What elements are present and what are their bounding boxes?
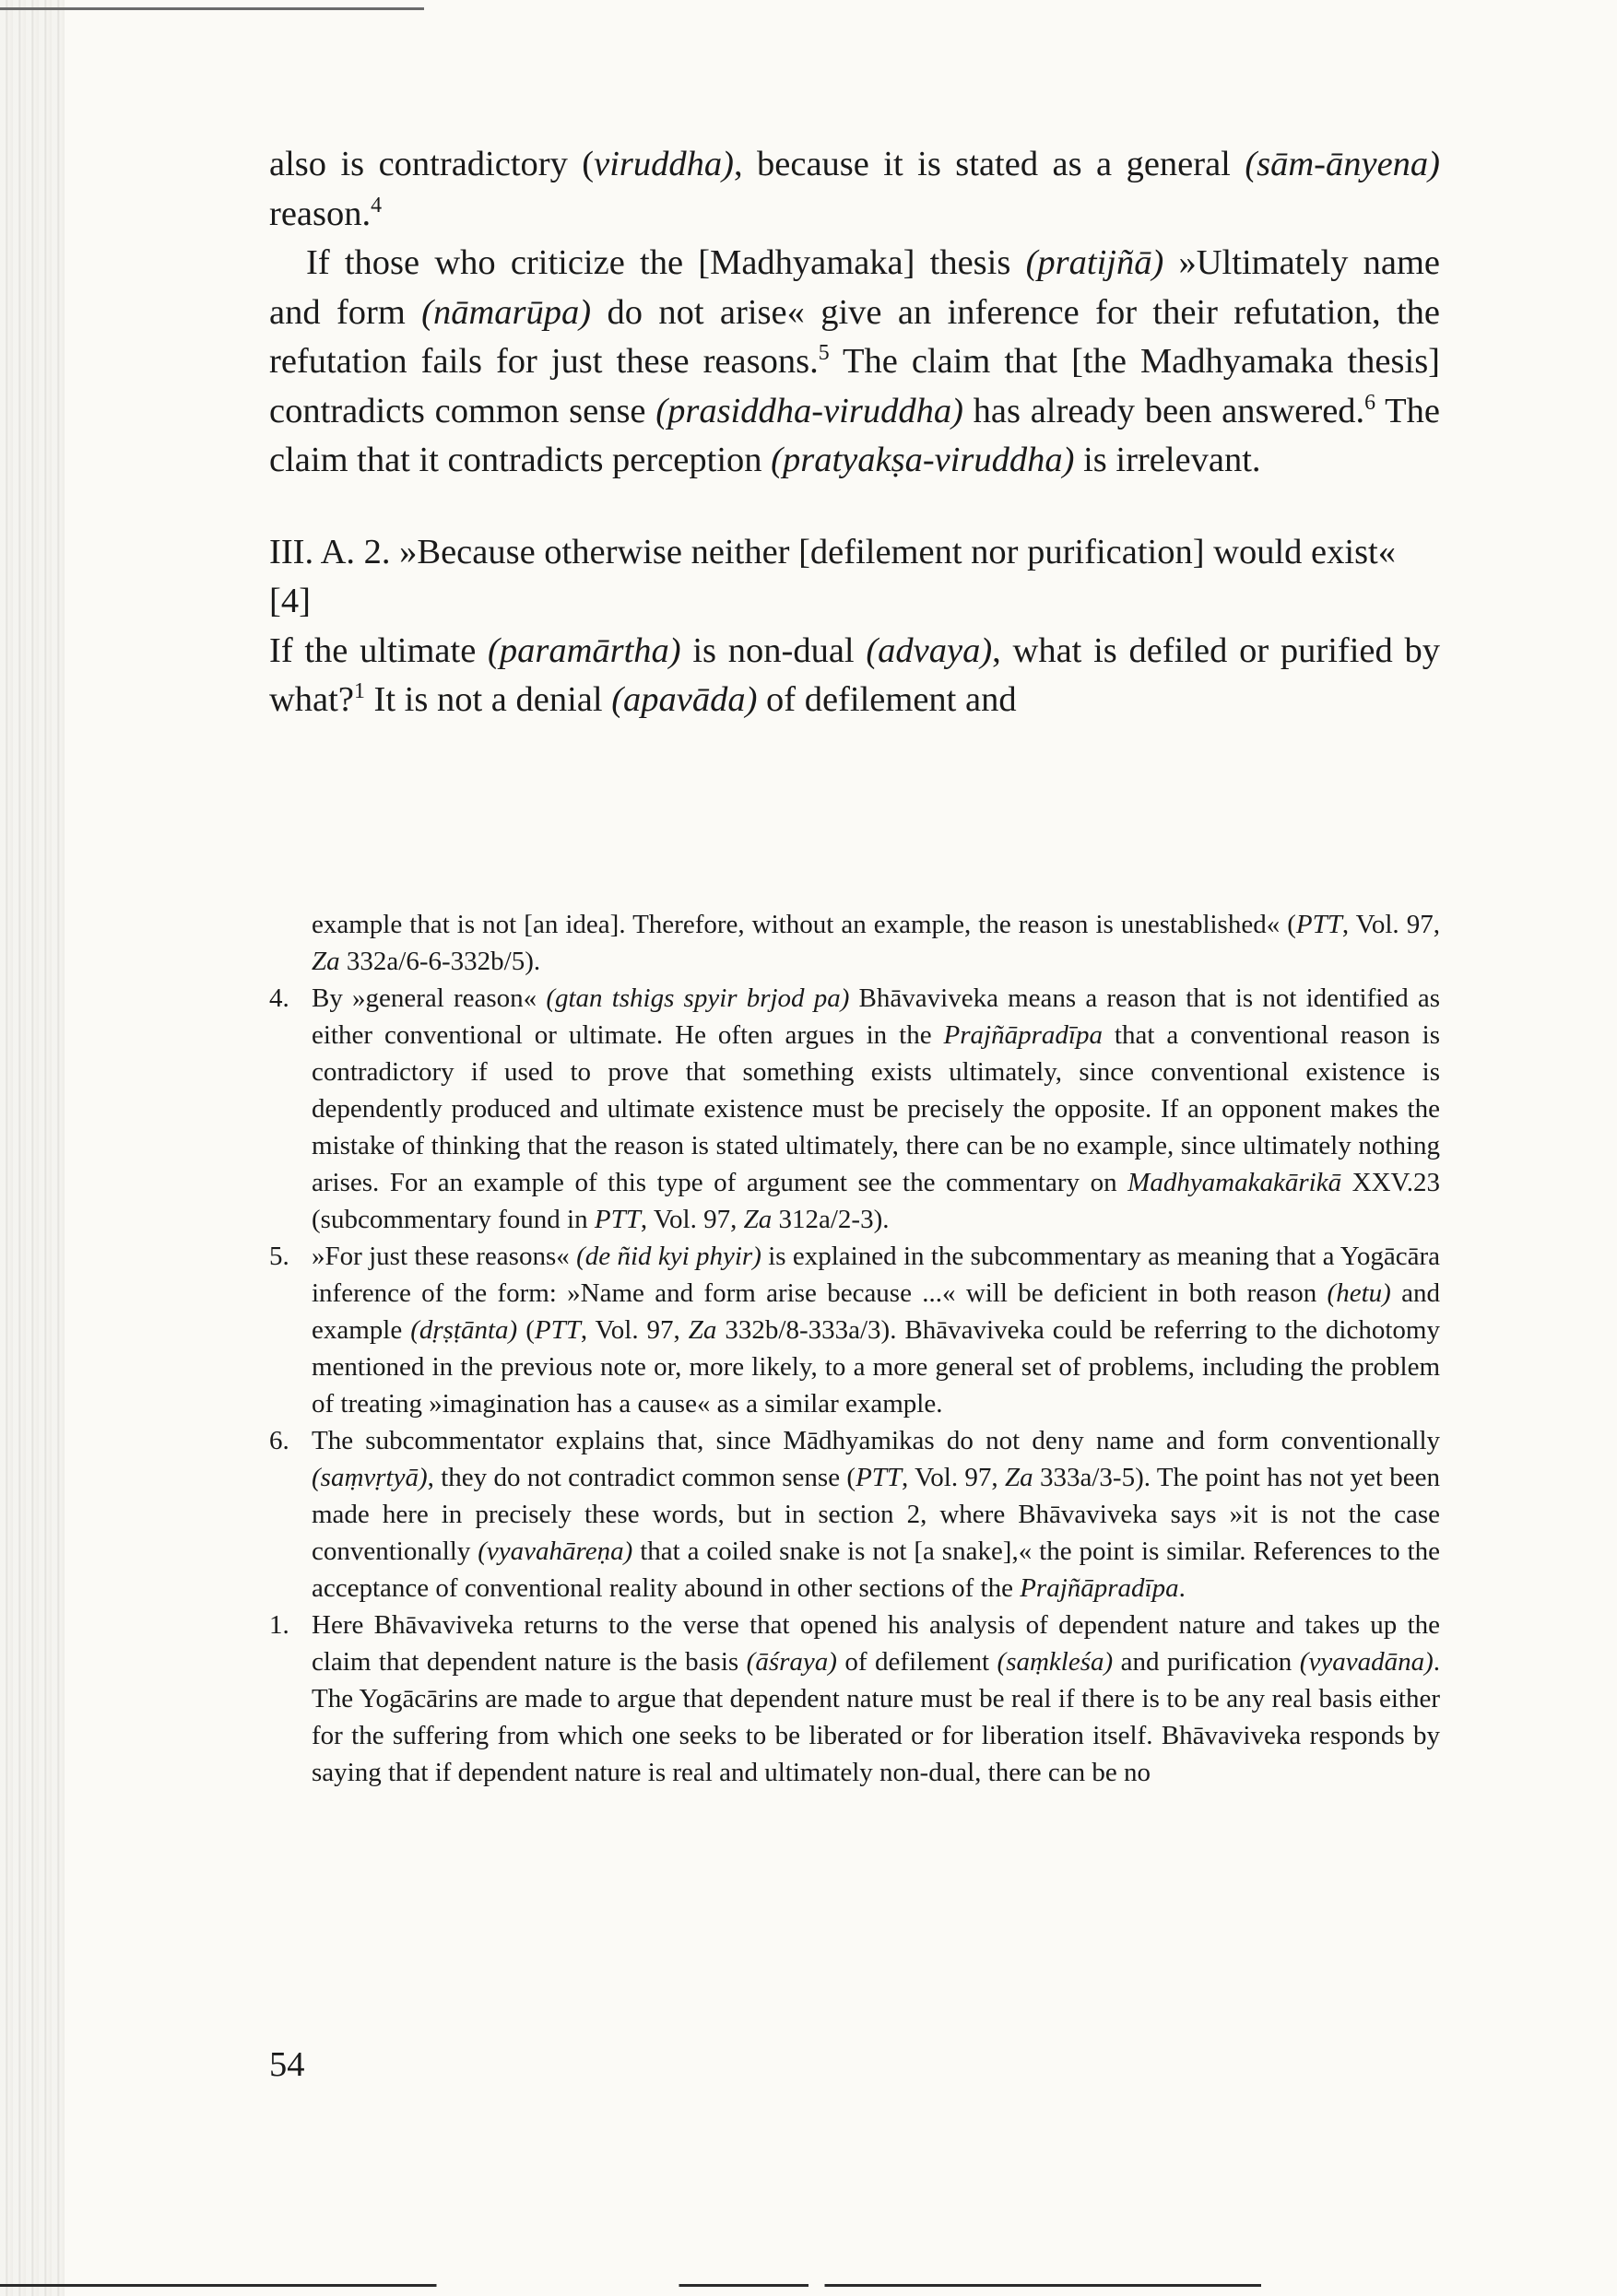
footnote-6: 6. The subcommentator explains that, since Mādhyamikas do not deny name and form conventionally (saṃvṛtyā), they do not contradict common sense (PTT, Vol. 97, Za 333a/3-5). The point has not yet been made here in precisely these words, but in section 2, where Bhāvaviveka says »it is not the case conventionally (vyavahāreṇa) that a coiled snake is not [a snake],« the point is similar. References to the acceptance of conventional reality abound in other sections of the Prajñāpradīpa. bbox=[269, 1422, 1440, 1607]
footnote-ref: 1 bbox=[353, 679, 365, 704]
footnote-1: 1. Here Bhāvaviveka returns to the verse that opened his analysis of dependent nature and takes up the claim that dependent nature is the basis (āśraya) of defilement (saṃkleśa) and purification (vyavadāna). The Yogācārins are made to argue that dependent nature must be real if there is to be any real basis either for the suffering from which one seeks to be liberated or for liberation itself. Bhāvaviveka responds by saying that if dependent nature is real and ultimately non-dual, there can be no bbox=[269, 1607, 1440, 1791]
footnote-number: 5. bbox=[269, 1242, 289, 1271]
footnote-ref: 4 bbox=[371, 193, 383, 218]
footnote-continuation: example that is not [an idea]. Therefore, without an example, the reason is unestablished« (PTT, Vol. 97, Za 332a/6-6-332b/5). bbox=[312, 910, 1440, 976]
footnote-number: 6. bbox=[269, 1426, 289, 1455]
scan-bottom-rule bbox=[0, 2284, 1617, 2287]
paragraph-1: also is contradictory (viruddha), because it is stated as a general (sām-ānyena) reason.$^4$ bbox=[269, 145, 1440, 233]
page-number: 54 bbox=[269, 2045, 305, 2084]
footnote-ref: 5 bbox=[818, 341, 830, 366]
section-heading: III. A. 2. »Because otherwise neither [defilement nor purification] would exist« bbox=[269, 532, 1396, 571]
main-text bbox=[269, 140, 1440, 725]
scan-top-rule bbox=[0, 7, 424, 10]
footnote-5: 5. »For just these reasons« (de ñid kyi phyir) is explained in the subcommentary as meaning that a Yogācāra inference of the form: »Name and form arise because ...« will be deficient in both reason (hetu) and example (dṛṣṭānta) (PTT, Vol. 97, Za 332b/8-333a/3). Bhāvaviveka could be referring to the dichotomy mentioned in the previous note or, more likely, to a more general set of problems, including the problem of treating »imagination has a cause« as a similar example. bbox=[269, 1238, 1440, 1422]
paragraph-3: If the ultimate (paramārtha) is non-dual (advaya), what is defiled or purified by what?$^1$ It is not a denial (apavāda) of defilement and bbox=[269, 630, 1440, 719]
section-marker: [4] bbox=[269, 582, 311, 620]
footnote-number: 4. bbox=[269, 983, 289, 1013]
footnote-number: 1. bbox=[269, 1610, 289, 1640]
footnotes bbox=[269, 906, 1440, 1791]
paragraph-2: If those who criticize the [Madhyamaka] thesis (pratijñā) »Ultimately name and form (nāmarūpa) do not arise« give an inference for their refutation, the refutation fails for just these reasons.$^5$ The claim that [the Madhyamaka thesis] contradicts common sense (prasiddha-viruddha) has already been answered.$^6$ The claim that it contradicts perception (pratyakṣa-viruddha) is irrelevant. bbox=[269, 243, 1441, 479]
scan-binding-edge bbox=[0, 0, 65, 2296]
footnote-4: 4. By »general reason« (gtan tshigs spyir brjod pa) Bhāvaviveka means a reason that is not identified as either conventional or ultimate. He often argues in the Prajñāpradīpa that a conventional reason is contradictory if used to prove that something exists ultimately, since conventional existence is dependently produced and ultimate existence must be precisely the opposite. If an opponent makes the mistake of thinking that the reason is stated ultimately, there can be no example, since ultimately nothing arises. For an example of this type of argument see the commentary on Madhyamakakārikā XXV.23 (subcommentary found in PTT, Vol. 97, Za 312a/2-3). bbox=[269, 980, 1440, 1238]
footnote-ref: 6 bbox=[1364, 390, 1376, 415]
